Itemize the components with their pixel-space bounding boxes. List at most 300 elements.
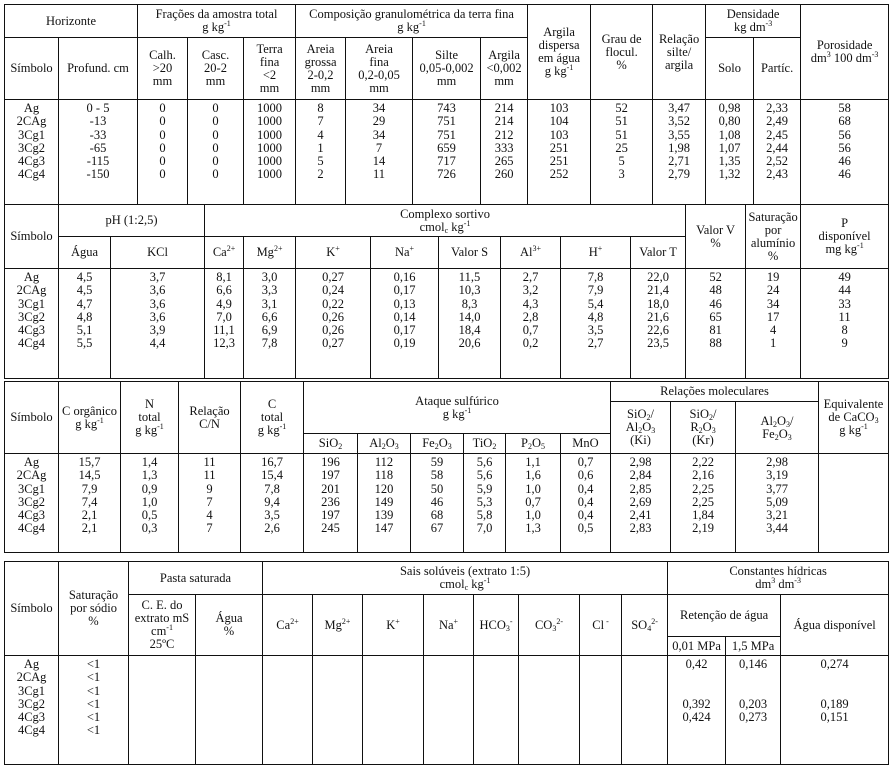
col-cl <box>580 656 622 765</box>
cell-value: 3Cg2 <box>17 309 46 324</box>
header-silte: Silte 0,05-0,002 mm <box>413 38 481 100</box>
cell-value: 0 <box>212 154 219 169</box>
cell-value: 0,14 <box>393 309 416 324</box>
cell-value: 2,33 <box>766 101 789 115</box>
cell-value: 52 <box>709 270 722 284</box>
cell-value: 7,8 <box>587 270 604 284</box>
cell-value: -33 <box>89 127 107 142</box>
cell-value: 2,98 <box>629 455 652 469</box>
cell-value: 2,49 <box>766 114 789 129</box>
header-fe2o3: $Fe_2O_3$ <box>411 434 464 454</box>
cell-value: 7 <box>206 521 213 536</box>
cell-value: -115 <box>86 154 110 169</box>
cell-value: 743 <box>437 101 456 115</box>
cell-value: 1,84 <box>692 508 714 523</box>
cell-value: 0,42 <box>685 657 708 671</box>
cell-value: 0,146 <box>739 657 768 671</box>
cell-value: 3,77 <box>766 481 788 496</box>
cell-value: 0,392 <box>682 696 711 711</box>
col-p2o5 <box>506 454 561 553</box>
header-calh: Calh. >20 mm <box>138 38 188 100</box>
cell-value: 3,7 <box>149 270 166 284</box>
cell-value: 11 <box>203 455 216 469</box>
cell-value: 11 <box>838 309 851 324</box>
table-body-row <box>5 454 889 553</box>
cell-value: -65 <box>89 140 107 155</box>
cell-value: 11,5 <box>458 270 481 284</box>
table-sais-soluveis <box>4 561 889 765</box>
header-n-total: N total g $kg^{-1}$ <box>121 382 179 454</box>
cell-value: 2,7 <box>587 336 604 351</box>
cell-value: 4Cg3 <box>17 508 46 523</box>
col-agua-disponivel <box>781 656 889 765</box>
cell-value: 2,41 <box>629 508 652 523</box>
header-valor-v: Valor V % <box>686 205 746 269</box>
col-ce-extrato <box>129 656 196 765</box>
header-k: K+ <box>363 595 424 656</box>
cell-value: 214 <box>494 114 514 129</box>
cell-value: 22,0 <box>647 270 669 284</box>
cell-value: 14,0 <box>458 309 481 324</box>
table-granulometria <box>4 4 889 205</box>
cell-value: 5,8 <box>476 508 493 523</box>
cell-value: 0,9 <box>141 481 158 496</box>
cell-value: 201 <box>321 481 340 496</box>
header-argila-dispersa: Argila dispersa em água g $kg^{-1}$ <box>528 5 591 100</box>
col-equivalente-caco3 <box>819 454 889 553</box>
col-hco3 <box>474 656 519 765</box>
cell-value: 65 <box>709 309 722 324</box>
header-solo: Solo <box>706 38 754 100</box>
header-simbolo: Símbolo <box>5 562 59 656</box>
col-tio2 <box>464 454 506 553</box>
cell-value: 0,22 <box>322 296 344 311</box>
cell-value: 22,6 <box>647 323 669 338</box>
cell-value: 2,45 <box>766 127 789 142</box>
cell-value: 17 <box>766 309 780 324</box>
cell-value: 21,4 <box>647 283 669 298</box>
cell-value: 46 <box>709 296 722 311</box>
cell-value: 5,1 <box>76 323 93 338</box>
cell-value: 0,24 <box>322 283 344 298</box>
cell-value: 1,4 <box>141 455 158 469</box>
header-c-organico: C orgânico g $kg^{-1}$ <box>59 382 121 454</box>
cell-value: 2,84 <box>629 468 652 483</box>
cell-value: <1 <box>86 696 101 711</box>
cell-value: 7,9 <box>81 481 98 496</box>
header-complexo-sortivo: Complexo sortivo cmol$_c$ $kg^{-1}$ <box>205 205 686 237</box>
cell-value: 2,22 <box>692 455 714 469</box>
cell-value: 7,8 <box>264 481 280 496</box>
cell-value: 0,27 <box>322 270 344 284</box>
cell-value: 4,9 <box>216 296 232 311</box>
cell-value: -150 <box>86 167 110 182</box>
cell-value: 7 <box>317 114 324 129</box>
cell-value: 5,4 <box>587 296 604 311</box>
cell-value: 112 <box>374 455 394 469</box>
cell-value: -13 <box>89 114 107 129</box>
cell-value: 726 <box>437 167 456 182</box>
cell-value <box>726 685 780 698</box>
cell-value: 7 <box>206 494 213 509</box>
cell-value: 9,4 <box>264 494 280 509</box>
cell-value: 3,5 <box>587 323 604 338</box>
col-al <box>501 269 561 379</box>
header-tio2: TiO$_2$ <box>464 434 506 454</box>
cell-value <box>668 724 725 737</box>
cell-value: 16,7 <box>261 455 283 469</box>
table-body-row <box>5 100 889 205</box>
cell-value: 34 <box>372 101 386 115</box>
header-areia-grossa: Areia grossa 2-0,2 mm <box>296 38 346 100</box>
header-partic: Partíc. <box>754 38 801 100</box>
col-ki <box>611 454 671 553</box>
cell-value: 1,3 <box>141 468 158 483</box>
cell-value: 260 <box>494 167 514 182</box>
cell-value: 4 <box>317 127 324 142</box>
cell-value: 196 <box>321 455 340 469</box>
cell-value: <1 <box>86 657 101 671</box>
cell-value: 197 <box>321 468 340 483</box>
cell-value: 2,44 <box>766 140 789 155</box>
cell-value: 1 <box>769 336 777 351</box>
header-ki: SiO$_2$/ $Al_2O_3$ (Ki) <box>611 402 671 454</box>
cell-value: 4 <box>769 323 777 338</box>
col-n-total <box>121 454 179 553</box>
cell-value: 2,1 <box>81 521 98 536</box>
cell-value: 14,5 <box>78 468 101 483</box>
cell-value: 3,1 <box>261 296 278 311</box>
header-retencao-agua: Retenção de água <box>668 595 781 637</box>
header-k: K+ <box>296 237 371 269</box>
cell-value: 4,8 <box>587 309 604 324</box>
cell-value: 46 <box>838 154 851 169</box>
cell-value: 0 - 5 <box>86 101 110 115</box>
cell-value: 2,7 <box>522 270 539 284</box>
cell-value: 5 <box>317 154 324 169</box>
col-al2o3 <box>358 454 411 553</box>
header-hco3: $HCO_3^-$ <box>474 595 519 656</box>
cell-value: Ag <box>23 270 40 284</box>
cell-value: 1,35 <box>718 154 741 169</box>
cell-value: 0,274 <box>820 657 849 671</box>
cell-value: 0,2 <box>522 336 539 351</box>
cell-value: 0,189 <box>820 696 849 711</box>
header-na: Na+ <box>371 237 439 269</box>
header-simbolo: Símbolo <box>5 382 59 454</box>
cell-value: 4 <box>206 508 213 523</box>
cell-value: 68 <box>838 114 851 129</box>
table-body-row <box>5 656 889 765</box>
col-kr <box>671 454 736 553</box>
cell-value: 4,4 <box>149 336 166 351</box>
cell-value: 12,3 <box>213 336 235 351</box>
cell-value: 6,9 <box>261 323 278 338</box>
cell-value <box>781 685 888 698</box>
col-c-total <box>241 454 304 553</box>
cell-value: 0,5 <box>141 508 158 523</box>
cell-value: 4Cg4 <box>17 167 46 182</box>
cell-value: 104 <box>549 114 569 129</box>
cell-value: 2,25 <box>692 481 714 496</box>
col-ca <box>263 656 313 765</box>
cell-value: 52 <box>615 101 628 115</box>
header-constantes-hidricas: Constantes hídricas $dm^3$ $dm^{-3}$ <box>668 562 889 595</box>
col-sio2 <box>304 454 358 553</box>
cell-value: 5,5 <box>76 336 93 351</box>
cell-value: 3Cg1 <box>17 683 46 698</box>
header-relacoes-moleculares: Relações moleculares <box>611 382 819 402</box>
header-mg: $Mg^{2+}$ <box>313 595 363 656</box>
cell-value: 1,0 <box>525 508 541 523</box>
cell-value: 0 <box>212 101 219 115</box>
header-co3: $CO_3^{2-}$ <box>519 595 580 656</box>
cell-value: 7,4 <box>81 494 98 509</box>
cell-value: 139 <box>374 508 394 523</box>
cell-value: 1000 <box>257 114 283 129</box>
header-p2o5: $P_2O_5$ <box>506 434 561 454</box>
cell-value: 14 <box>372 154 386 169</box>
cell-value: 2CAg <box>16 114 47 129</box>
col-silte <box>413 100 481 205</box>
col-relacao-silte <box>653 100 706 205</box>
cell-value: 252 <box>549 167 569 182</box>
cell-value: 1,1 <box>525 455 541 469</box>
col-p-disponivel <box>801 269 889 379</box>
cell-value: 4,3 <box>522 296 539 311</box>
header-mg: $Mg^{2+}$ <box>244 237 296 269</box>
header-equivalente-caco3: Equivalente de CaCO$_3$ g $kg^{-1}$ <box>819 382 889 454</box>
cell-value: 0 <box>212 127 219 142</box>
header-ce-extrato: C. E. do extrato mS $cm^{-1}$ 25ºC <box>129 595 196 656</box>
header-argila: Argila <0,002 mm <box>481 38 528 100</box>
col-mg <box>313 656 363 765</box>
table-body-row <box>5 269 889 379</box>
cell-value: 29 <box>372 114 386 129</box>
cell-value: <1 <box>86 670 101 685</box>
cell-value: 7,9 <box>587 283 604 298</box>
cell-value: 0,27 <box>322 336 344 351</box>
col-k <box>363 656 424 765</box>
cell-value: 659 <box>437 140 456 155</box>
cell-value: 58 <box>430 468 444 483</box>
cell-value: 5,6 <box>476 468 493 483</box>
col-mno <box>561 454 611 553</box>
cell-value: 10,3 <box>458 283 481 298</box>
header-al2o3: $Al_2O_3$ <box>358 434 411 454</box>
header-profund: Profund. cm <box>59 38 138 100</box>
cell-value: 147 <box>374 521 394 536</box>
cell-value: 120 <box>374 481 394 496</box>
cell-value: 251 <box>549 154 569 169</box>
cell-value: 5,6 <box>476 455 493 469</box>
header-mno: MnO <box>561 434 611 454</box>
header-saturacao-sodio: Saturação por sódio % <box>59 562 129 656</box>
cell-value: 46 <box>838 167 851 182</box>
cell-value: 4,5 <box>76 283 93 298</box>
col-simbolo <box>5 454 59 553</box>
col-al2o3-fe2o3 <box>736 454 819 553</box>
header-sio2: SiO$_2$ <box>304 434 358 454</box>
cell-value: 2,52 <box>766 154 789 169</box>
cell-value: 1000 <box>257 101 283 115</box>
cell-value: Ag <box>23 455 40 469</box>
cell-value: 24 <box>766 283 780 298</box>
cell-value: 118 <box>374 468 394 483</box>
header-porosidade: Porosidade $dm^3$ 100 $dm^{-3}$ <box>801 5 889 100</box>
col-partic <box>754 100 801 205</box>
cell-value: 0,80 <box>718 114 741 129</box>
cell-value: 2,69 <box>629 494 652 509</box>
col-na <box>424 656 474 765</box>
header-valor-s: Valor S <box>439 237 501 269</box>
col-valor-v <box>686 269 746 379</box>
col-h <box>561 269 631 379</box>
cell-value: 3,5 <box>264 508 280 523</box>
header-ataque-sulfurico: Ataque sulfúrico g $kg^{-1}$ <box>304 382 611 434</box>
cell-value: 67 <box>430 521 444 536</box>
cell-value: 19 <box>766 270 780 284</box>
cell-value: 2,16 <box>692 468 714 483</box>
cell-value: 2CAg <box>16 283 47 298</box>
col-casc <box>188 100 244 205</box>
cell-value: 7 <box>375 140 383 155</box>
cell-value: 717 <box>437 154 456 169</box>
cell-value: 3Cg2 <box>17 696 46 711</box>
cell-value: 0,17 <box>393 283 416 298</box>
header-ph: pH (1:2,5) <box>59 205 205 237</box>
cell-value: 48 <box>709 283 722 298</box>
cell-value: 3,21 <box>766 508 788 523</box>
header-kr: SiO$_2$/ $R_2O_3$ (Kr) <box>671 402 736 454</box>
cell-value: 2,71 <box>668 154 691 169</box>
cell-value: 81 <box>709 323 722 338</box>
cell-value: 0,98 <box>718 101 741 115</box>
col-ph-agua <box>59 269 111 379</box>
cell-value: 4Cg3 <box>17 154 46 169</box>
header-p-disponivel: P disponível mg $kg^{-1}$ <box>801 205 889 269</box>
cell-value: 265 <box>494 154 514 169</box>
cell-value: 3Cg1 <box>17 127 46 142</box>
cell-value: 56 <box>838 127 851 142</box>
cell-value: 0,3 <box>141 521 158 536</box>
cell-value: 9 <box>841 336 848 351</box>
cell-value: 197 <box>321 508 340 523</box>
cell-value: 2,98 <box>766 455 788 469</box>
col-fe2o3 <box>411 454 464 553</box>
col-1-5-mpa <box>726 656 781 765</box>
header-kcl: KCl <box>111 237 205 269</box>
cell-value: 1000 <box>257 127 283 142</box>
header-al2o3-fe2o3: $Al_2O_3/$ $Fe_2O_3$ <box>736 402 819 454</box>
cell-value: 6,6 <box>216 283 232 298</box>
header-densidade: Densidade kg $dm^{-3}$ <box>706 5 801 38</box>
cell-value: 5,9 <box>476 481 493 496</box>
cell-value: 0 <box>159 140 166 155</box>
cell-value: 2CAg <box>16 670 47 685</box>
cell-value: 3,6 <box>149 283 166 298</box>
header-terra-fina: Terra fina <2 mm <box>244 38 296 100</box>
cell-value <box>781 671 888 684</box>
cell-value: 4,8 <box>76 309 93 324</box>
col-c-organico <box>59 454 121 553</box>
cell-value: 236 <box>321 494 340 509</box>
cell-value: 5,3 <box>476 494 493 509</box>
cell-value: 2,1 <box>81 508 98 523</box>
cell-value: 46 <box>430 494 444 509</box>
header-1-5-mpa: 1,5 MPa <box>726 637 781 656</box>
cell-value: 0 <box>159 167 166 182</box>
header-simbolo: Símbolo <box>5 38 59 100</box>
cell-value: 2,79 <box>668 167 691 182</box>
header-ca: $Ca^{2+}$ <box>263 595 313 656</box>
cell-value: 0,7 <box>522 323 539 338</box>
col-ca <box>205 269 244 379</box>
cell-value: 51 <box>615 114 628 129</box>
cell-value: 11 <box>203 468 216 483</box>
cell-value: 11,1 <box>213 323 235 338</box>
cell-value <box>726 724 780 737</box>
cell-value: 3,19 <box>766 468 788 483</box>
cell-value: 103 <box>549 101 569 115</box>
header-agua-pct: Água % <box>196 595 263 656</box>
cell-value: 1,32 <box>718 167 741 182</box>
table-ataque-sulfurico <box>4 381 889 553</box>
cell-value: 751 <box>437 127 456 142</box>
cell-value: <1 <box>86 710 101 725</box>
cell-value: <1 <box>86 683 101 698</box>
cell-value: 1,6 <box>525 468 541 483</box>
cell-value: 2,8 <box>522 309 539 324</box>
header-horizonte: Horizonte <box>5 5 138 38</box>
header-c-total: C total g $kg^{-1}$ <box>241 382 304 454</box>
cell-value: 3Cg2 <box>17 494 46 509</box>
cell-value: 18,0 <box>647 296 669 311</box>
cell-value <box>668 671 725 684</box>
cell-value: 1,07 <box>718 140 741 155</box>
cell-value: 1,0 <box>141 494 158 509</box>
header-al: $Al^{3+}$ <box>501 237 561 269</box>
cell-value: 3,6 <box>149 309 166 324</box>
header-cl: Cl - <box>580 595 622 656</box>
cell-value: 0 <box>212 167 219 182</box>
cell-value: 4Cg4 <box>17 521 46 536</box>
cell-value: 0,203 <box>739 696 768 711</box>
cell-value: 0,17 <box>393 323 416 338</box>
cell-value: 2CAg <box>16 468 47 483</box>
cell-value: 1,3 <box>525 521 541 536</box>
header-areia-fina: Areia fina 0,2-0,05 mm <box>346 38 413 100</box>
cell-value: 3,6 <box>149 296 166 311</box>
cell-value: 0,13 <box>393 296 416 311</box>
cell-value: 44 <box>838 283 851 298</box>
cell-value: 20,6 <box>458 336 481 351</box>
col-terra-fina <box>244 100 296 205</box>
cell-value: 0,19 <box>393 336 416 351</box>
cell-value: 0,4 <box>577 494 594 509</box>
cell-value: 0,424 <box>682 710 711 725</box>
cell-value: 3Cg1 <box>17 296 46 311</box>
cell-value: 4Cg3 <box>17 323 46 338</box>
cell-value: 2,83 <box>629 521 652 536</box>
cell-value: 8,1 <box>216 270 232 284</box>
cell-value: 1,08 <box>718 127 741 142</box>
cell-value: 2,43 <box>766 167 789 182</box>
cell-value: 25 <box>615 140 628 155</box>
cell-value: 8,3 <box>461 296 478 311</box>
header-ca: $Ca^{2+}$ <box>205 237 244 269</box>
col-grau-flocul <box>591 100 653 205</box>
